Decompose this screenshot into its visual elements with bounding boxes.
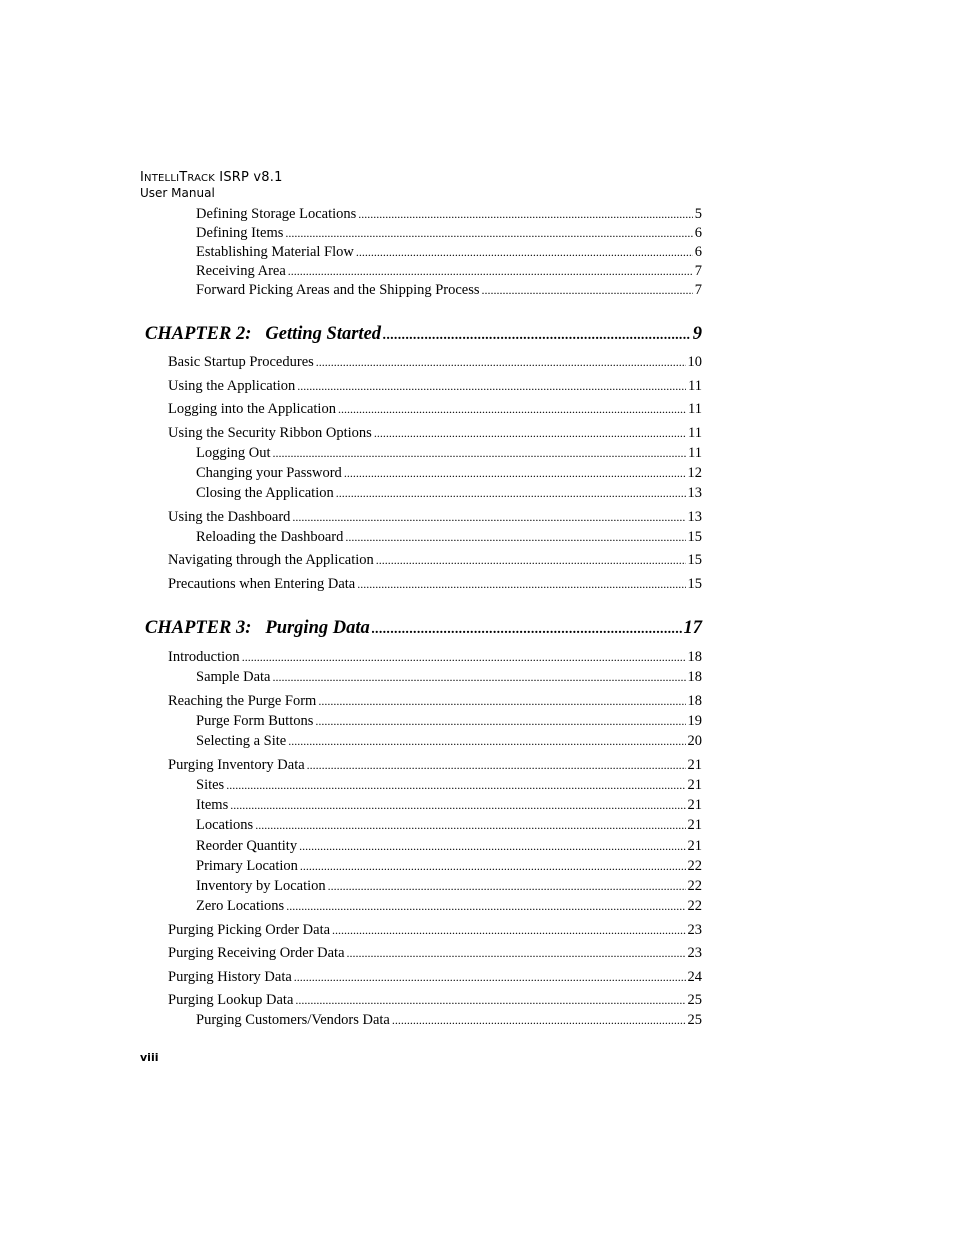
toc-page-number: 19 [687,713,702,729]
toc-entry[interactable] [196,224,702,242]
page-number: viii [140,1051,159,1064]
toc-dot-leader [358,205,692,223]
toc-page-number: 17 [683,618,702,638]
toc-entry-title [145,617,371,639]
toc-page-number: 20 [687,733,702,749]
toc-page-number: 15 [687,552,702,568]
toc-dot-leader [374,424,686,442]
toc-dot-leader [297,377,686,395]
toc-entry-title: Primary Location [196,858,298,874]
toc-entry[interactable] [196,262,702,280]
toc-entry-title: Selecting a Site [196,733,287,749]
toc-dot-leader [328,877,686,895]
toc-dot-leader [482,281,693,299]
toc-dot-leader [392,1011,686,1029]
toc-page-number: 22 [687,898,702,914]
toc-dot-leader [295,991,685,1009]
toc-page-number: 22 [687,858,702,874]
toc-entry-title: Navigating through the Application [168,552,374,568]
toc-page-number: 15 [687,529,702,545]
toc-page-number: 21 [687,757,702,773]
toc-chapter-number: CHAPTER 3: [145,618,252,638]
toc-dot-leader [300,857,686,875]
toc-entry-title: Inventory by Location [196,878,326,894]
toc-dot-leader [288,732,685,750]
toc-page-number: 21 [687,817,702,833]
toc-dot-leader [383,325,691,347]
toc-entry-title: Defining Items [196,225,284,241]
toc-entry-title: Basic Startup Procedures [168,354,314,370]
toc-entry-title: Logging Out [196,445,271,461]
toc-entry-title: Closing the Application [196,485,334,501]
toc-page-number: 12 [687,465,702,481]
toc-dot-leader [336,484,686,502]
toc-page-number: 25 [687,1012,702,1028]
toc-entry-title: Logging into the Application [168,401,336,417]
toc-entry-title: Using the Dashboard [168,509,291,525]
toc-entry[interactable] [168,944,702,962]
toc-entry[interactable] [168,575,702,593]
toc-entry[interactable] [196,776,702,794]
toc-chapter-title: Purging Data [265,618,370,638]
toc-page-number: 11 [688,445,702,461]
toc-dot-leader [255,816,685,834]
toc-page-number: 18 [687,649,702,665]
toc-entry[interactable] [168,551,702,569]
toc-page-number: 5 [694,206,702,222]
toc-entry-title: Sites [196,777,225,793]
toc-dot-leader [286,897,685,915]
toc-entry-title: Establishing Material Flow [196,244,354,260]
toc-entry-title: Receiving Area [196,263,286,279]
toc-dot-leader [372,619,682,641]
toc-entry[interactable] [196,816,702,834]
toc-entry-title: Purging Picking Order Data [168,922,331,938]
toc-entry-title: Items [196,797,229,813]
toc-dot-leader [332,921,685,939]
toc-dot-leader [356,243,693,261]
product-initial: I [140,170,145,185]
toc-entry-title: Reaching the Purge Form [168,693,317,709]
toc-entry[interactable] [168,424,702,442]
toc-entry[interactable] [196,897,702,915]
toc-page-number: 13 [687,509,702,525]
toc-entry-title: Using the Application [168,378,296,394]
toc-entry-title: Precautions when Entering Data [168,576,356,592]
toc-entry[interactable] [168,353,702,371]
toc-entry-title: Using the Security Ribbon Options [168,425,372,441]
toc-page-number: 18 [687,693,702,709]
toc-entry[interactable] [196,668,702,686]
toc-entry[interactable] [196,712,702,730]
toc-dot-leader [376,551,686,569]
toc-page-number: 15 [687,576,702,592]
toc-page-number: 11 [688,378,702,394]
toc-chapter-number: CHAPTER 2: [145,324,252,344]
toc-entry-title: Defining Storage Locations [196,206,357,222]
toc-entry-title: Purging Lookup Data [168,992,294,1008]
toc-page-number: 25 [687,992,702,1008]
toc-dot-leader [307,756,686,774]
toc-dot-leader [226,776,685,794]
toc-dot-leader [347,944,686,962]
toc-entry[interactable] [196,528,702,546]
toc-entry[interactable] [196,484,702,502]
toc-entry[interactable] [196,464,702,482]
toc-page-number: 13 [687,485,702,501]
toc-page-number: 18 [687,669,702,685]
toc-entry[interactable] [168,692,702,710]
toc-entry[interactable] [168,377,702,395]
toc-page-number: 11 [688,425,702,441]
toc-page-number: 9 [692,324,702,344]
toc-page-number: 21 [687,777,702,793]
toc-entry-title: Purge Form Buttons [196,713,314,729]
toc-page-number: 7 [694,282,702,298]
toc-entry[interactable] [196,243,702,261]
toc-entry-title: Zero Locations [196,898,285,914]
toc-chapter-title: Getting Started [265,324,382,344]
toc-dot-leader [315,712,685,730]
toc-entry[interactable] [196,837,702,855]
toc-entry-title: Reorder Quantity [196,838,298,854]
toc-entry-title: Purging Receiving Order Data [168,945,345,961]
toc-dot-leader [288,262,693,280]
toc-dot-leader [273,444,687,462]
toc-page-number: 23 [687,922,702,938]
toc-entry[interactable] [168,968,702,986]
toc-entry-title: Forward Picking Areas and the Shipping Process [196,282,480,298]
toc-dot-leader [273,668,686,686]
toc-entry[interactable] [168,400,702,418]
toc-entry-title: Reloading the Dashboard [196,529,344,545]
toc-page-number: 10 [687,354,702,370]
product-smallcaps-1: NTELLI [144,173,180,184]
toc-entry[interactable] [168,508,702,526]
toc-page-number: 7 [694,263,702,279]
toc-entry[interactable] [196,877,702,895]
toc-entry-title: Purging Customers/Vendors Data [196,1012,390,1028]
toc-dot-leader [318,692,685,710]
toc-page-number: 24 [687,969,702,985]
toc-entry[interactable] [168,991,702,1009]
toc-entry[interactable] [196,732,702,750]
toc-dot-leader [344,464,686,482]
toc-entry[interactable] [196,281,702,299]
toc-entry[interactable] [168,756,702,774]
toc-chapter-entry[interactable] [145,617,702,641]
toc-dot-leader [292,508,685,526]
toc-entry-title: Introduction [168,649,240,665]
product-smallcaps-2: RACK [187,173,215,184]
toc-entry[interactable] [196,444,702,462]
toc-page-number: 21 [687,838,702,854]
toc-dot-leader [345,528,685,546]
toc-page-number: 6 [694,225,702,241]
toc-entry-title [145,323,382,345]
toc-dot-leader [357,575,685,593]
toc-dot-leader [299,837,685,855]
toc-dot-leader [285,224,692,242]
toc-entry[interactable] [196,205,702,223]
toc-dot-leader [338,400,686,418]
document-subtitle: User Manual [140,186,215,200]
toc-dot-leader [230,796,685,814]
product-version: ISRP v8.1 [214,170,283,185]
toc-entry-title: Purging Inventory Data [168,757,305,773]
toc-page-number: 6 [694,244,702,260]
toc-entry-title: Changing your Password [196,465,342,481]
toc-entry-title: Purging History Data [168,969,292,985]
toc-entry[interactable] [168,921,702,939]
toc-dot-leader [242,648,686,666]
running-header [140,171,283,199]
toc-entry-title: Locations [196,817,254,833]
toc-dot-leader [294,968,686,986]
toc-entry[interactable] [196,857,702,875]
toc-page-number: 21 [687,797,702,813]
toc-entry[interactable] [196,796,702,814]
toc-page-number: 22 [687,878,702,894]
toc-dot-leader [316,353,686,371]
product-initial-2: T [179,170,188,185]
toc-entry-title: Sample Data [196,669,271,685]
toc-page-number: 11 [688,401,702,417]
toc-entry[interactable] [196,1011,702,1029]
product-title [140,171,283,184]
toc-page-number: 23 [687,945,702,961]
toc-chapter-entry[interactable] [145,323,702,347]
toc-entry[interactable] [168,648,702,666]
